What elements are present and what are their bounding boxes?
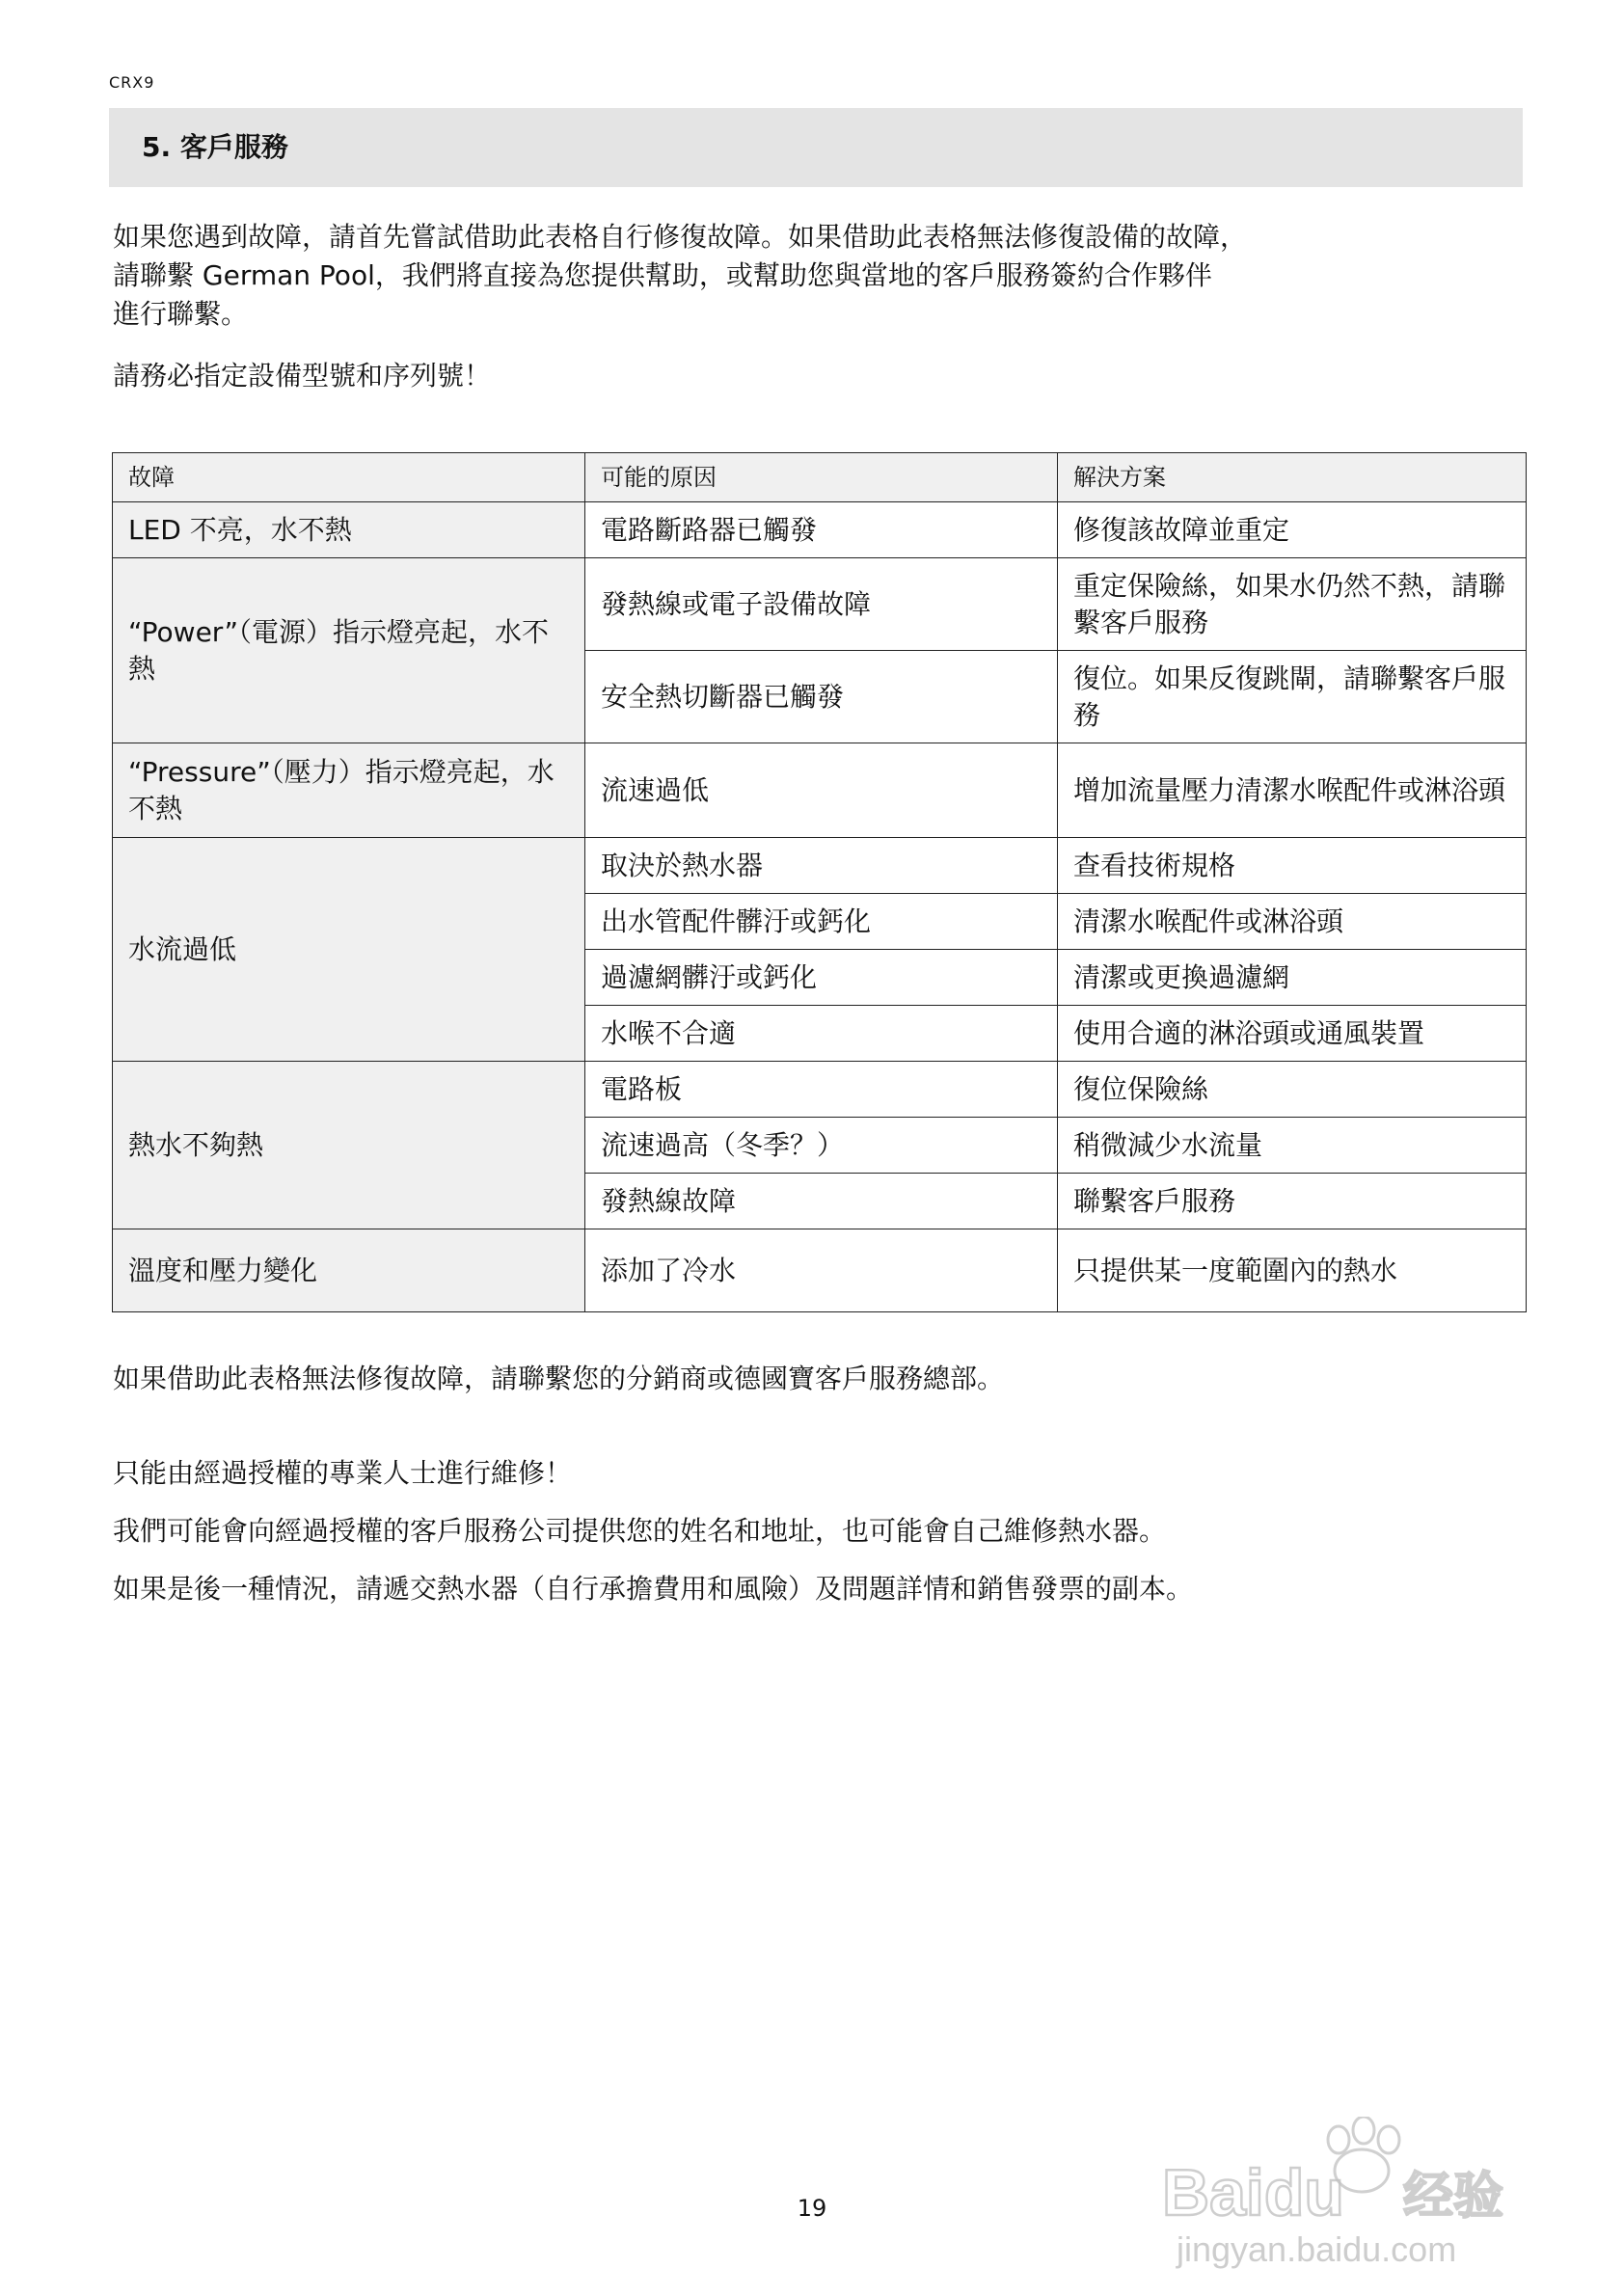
table-header-row <box>113 453 1527 502</box>
watermark-brand-cn: 经验 <box>1403 2168 1504 2226</box>
solution-cell: 稍微減少水流量 <box>1058 1118 1527 1174</box>
cause-cell: 電路斷路器已觸發 <box>585 502 1058 558</box>
intro-line-3: 進行聯繫。 <box>113 298 249 330</box>
troubleshooting-table <box>112 452 1527 1312</box>
cause-cell: 出水管配件髒汙或鈣化 <box>585 894 1058 950</box>
fault-cell: 熱水不夠熱 <box>113 1062 585 1229</box>
footer-note-authorized-repair: 只能由經過授權的專業人士進行維修！ <box>113 1457 573 1489</box>
table-row <box>113 838 1527 894</box>
solution-cell: 復位。如果反復跳閘，請聯繫客戶服務 <box>1058 651 1527 743</box>
cause-cell: 發熱線故障 <box>585 1174 1058 1229</box>
solution-cell: 使用合適的淋浴頭或通風裝置 <box>1058 1006 1527 1062</box>
model-serial-note: 請務必指定設備型號和序列號！ <box>113 360 492 392</box>
fault-cell: “Power”（電源）指示燈亮起，水不熱 <box>113 558 585 743</box>
section-heading: 5. 客戶服務 <box>109 108 1523 187</box>
solution-cell: 重定保險絲，如果水仍然不熱，請聯繫客戶服務 <box>1058 558 1527 651</box>
table-row <box>113 1229 1527 1312</box>
cause-cell: 取決於熱水器 <box>585 838 1058 894</box>
page-number: 19 <box>797 2195 827 2222</box>
model-label: CRX9 <box>109 73 155 92</box>
footer-note-privacy: 我們可能會向經過授權的客戶服務公司提供您的姓名和地址，也可能會自己維修熱水器。 <box>113 1515 1167 1547</box>
solution-cell: 清潔或更換過濾網 <box>1058 950 1527 1006</box>
solution-cell: 復位保險絲 <box>1058 1062 1527 1118</box>
baidu-jingyan-watermark <box>1157 2117 1543 2271</box>
solution-cell: 增加流量壓力清潔水喉配件或淋浴頭 <box>1058 743 1527 838</box>
cause-cell: 添加了冷水 <box>585 1229 1058 1312</box>
cause-cell: 安全熱切斷器已觸發 <box>585 651 1058 743</box>
table-row <box>113 558 1527 651</box>
watermark-brand: Baidu <box>1162 2156 1344 2229</box>
solution-cell: 聯繫客戶服務 <box>1058 1174 1527 1229</box>
intro-line-1: 如果您遇到故障，請首先嘗試借助此表格自行修復故障。如果借助此表格無法修復設備的故障， <box>113 221 1248 253</box>
table-row <box>113 502 1527 558</box>
fault-cell: 溫度和壓力變化 <box>113 1229 585 1312</box>
footer-note-contact: 如果借助此表格無法修復故障，請聯繫您的分銷商或德國寶客戶服務總部。 <box>113 1363 1005 1394</box>
watermark-url: jingyan.baidu.com <box>1177 2229 1457 2269</box>
table-row <box>113 743 1527 838</box>
table-row <box>113 1062 1527 1118</box>
fault-cell: LED 不亮，水不熱 <box>113 502 585 558</box>
fault-cell: “Pressure”（壓力）指示燈亮起，水不熱 <box>113 743 585 838</box>
header-cause: 可能的原因 <box>585 453 1058 502</box>
solution-cell: 清潔水喉配件或淋浴頭 <box>1058 894 1527 950</box>
solution-cell: 修復該故障並重定 <box>1058 502 1527 558</box>
cause-cell: 流速過低 <box>585 743 1058 838</box>
cause-cell: 電路板 <box>585 1062 1058 1118</box>
fault-cell: 水流過低 <box>113 838 585 1062</box>
header-fault: 故障 <box>113 453 585 502</box>
cause-cell: 流速過高（冬季？） <box>585 1118 1058 1174</box>
cause-cell: 過濾網髒汙或鈣化 <box>585 950 1058 1006</box>
footer-note-return: 如果是後一種情況，請遞交熱水器（自行承擔費用和風險）及問題詳情和銷售發票的副本。 <box>113 1573 1194 1605</box>
solution-cell: 只提供某一度範圍內的熱水 <box>1058 1229 1527 1312</box>
intro-line-2: 請聯繫 German Pool，我們將直接為您提供幫助，或幫助您與當地的客戶服務簽約合作夥伴 <box>113 259 1212 291</box>
header-solution: 解決方案 <box>1058 453 1527 502</box>
solution-cell: 查看技術規格 <box>1058 838 1527 894</box>
cause-cell: 水喉不合適 <box>585 1006 1058 1062</box>
cause-cell: 發熱線或電子設備故障 <box>585 558 1058 651</box>
